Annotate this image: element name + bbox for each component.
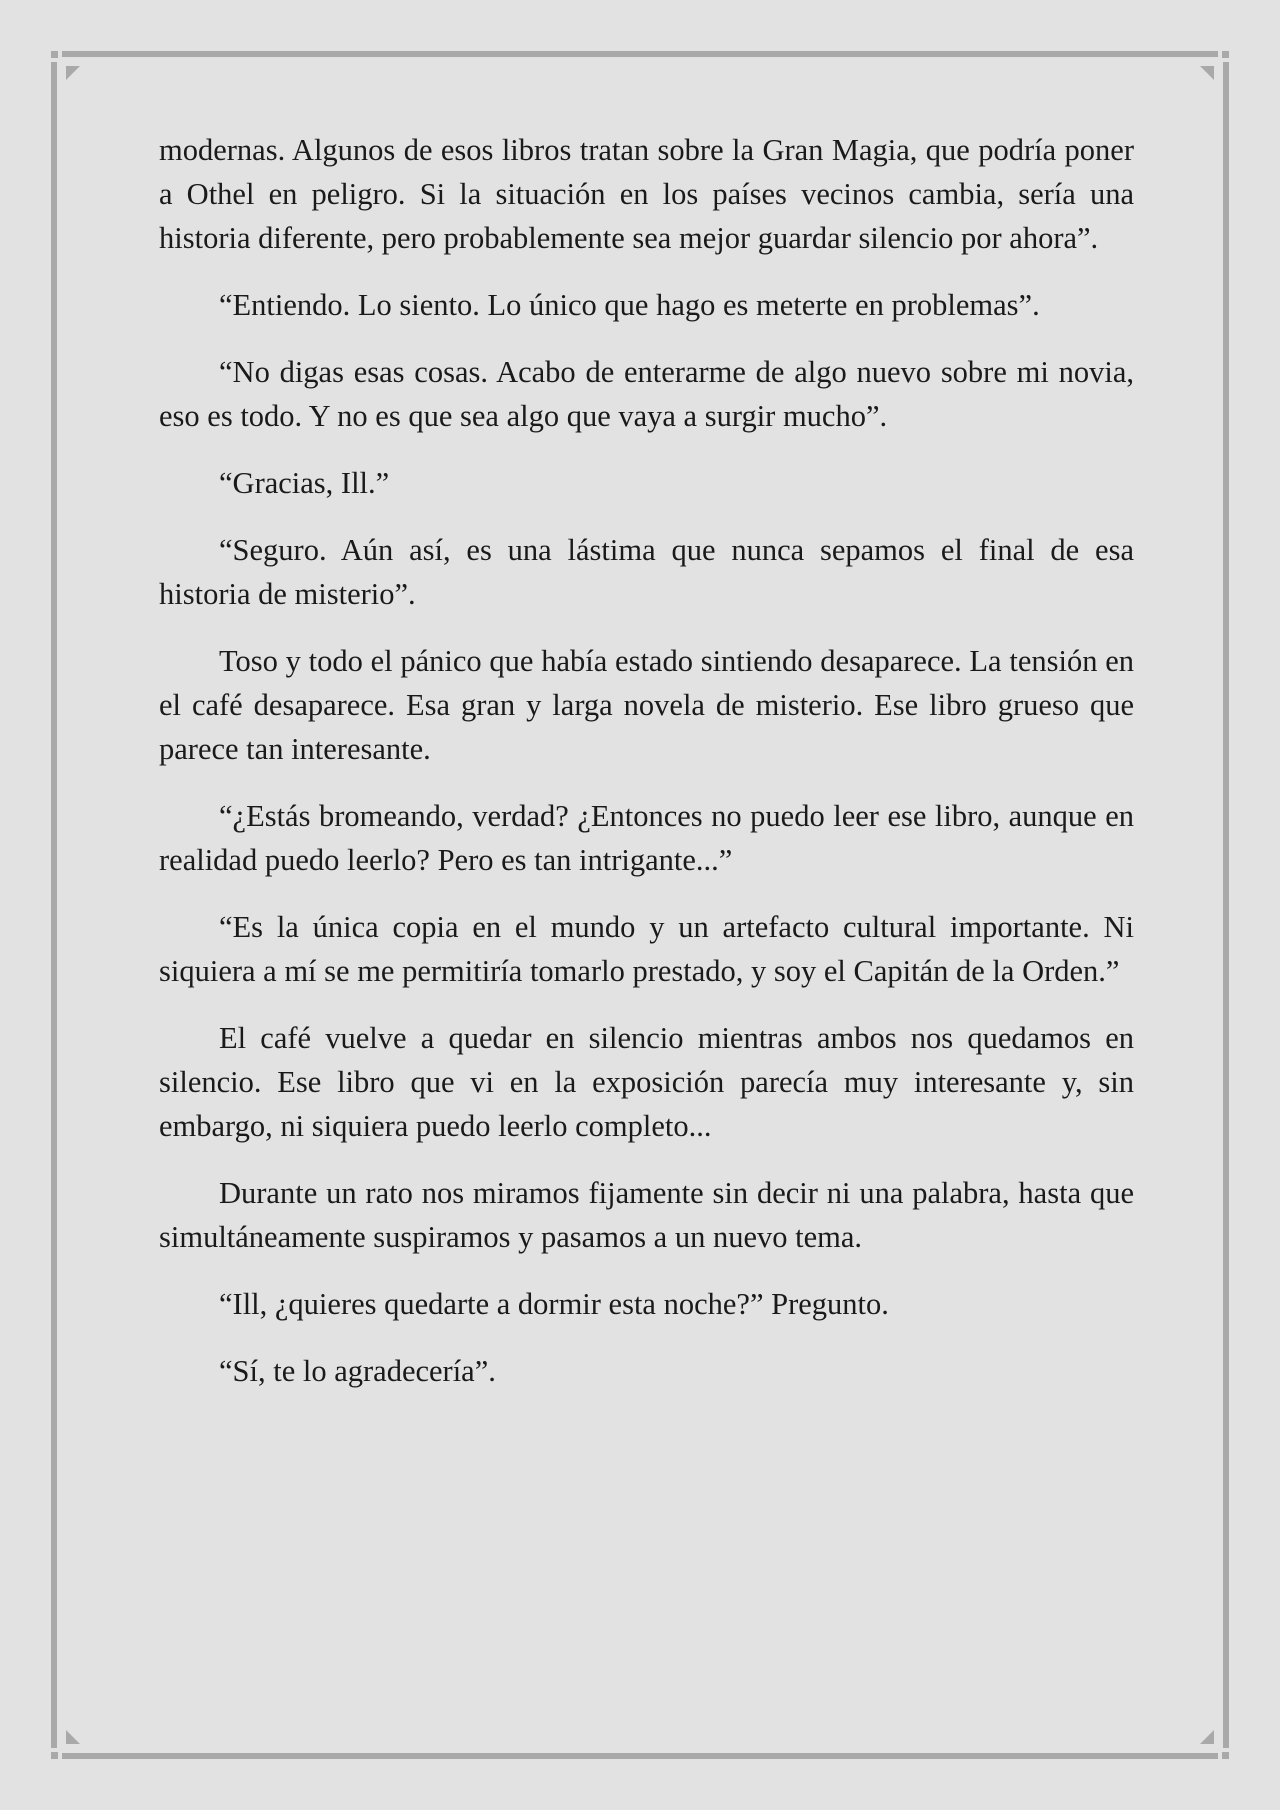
paragraph: Durante un rato nos miramos fijamente sin decir ni una palabra, hasta que simultáneamente suspiramos y pasamos a un nuevo tema. bbox=[159, 1176, 1134, 1254]
frame-corner-dot bbox=[1222, 1752, 1229, 1759]
paragraph: Toso y todo el pánico que había estado sintiendo desaparece. La tensión en el café desaparece. Esa gran y larga novela de misterio. Ese libro grueso que parece tan interesante. bbox=[159, 644, 1134, 766]
frame-corner-dot bbox=[51, 51, 58, 58]
paragraph: “Seguro. Aún así, es una lástima que nunca sepamos el final de esa historia de misterio”. bbox=[159, 533, 1134, 611]
frame-corner-dot bbox=[51, 1752, 58, 1759]
frame-border-right bbox=[1223, 62, 1229, 1748]
paragraph: modernas. Algunos de esos libros tratan sobre la Gran Magia, que podría poner a Othel en peligro. Si la situación en los países vecinos cambia, sería una historia diferente, pero probablemente sea mejor guardar silencio por ahora”. bbox=[159, 133, 1134, 255]
frame-corner-ornament-top-left bbox=[66, 66, 80, 80]
paragraph: “Es la única copia en el mundo y un artefacto cultural importante. Ni siquiera a mí se me permitiría tomarlo prestado, y soy el Capitán de la Orden.” bbox=[159, 910, 1134, 988]
paragraph: El café vuelve a quedar en silencio mientras ambos nos quedamos en silencio. Ese libro que vi en la exposición parecía muy interesante y, sin embargo, ni siquiera puedo leerlo completo... bbox=[159, 1021, 1134, 1143]
paragraph: “Ill, ¿quieres quedarte a dormir esta noche?” Pregunto. bbox=[219, 1287, 889, 1321]
paragraph: “¿Estás bromeando, verdad? ¿Entonces no puedo leer ese libro, aunque en realidad puedo leerlo? Pero es tan intrigante...” bbox=[159, 799, 1134, 877]
paragraph: “Gracias, Ill.” bbox=[219, 466, 390, 500]
frame-border-left bbox=[51, 62, 57, 1748]
paragraph: “No digas esas cosas. Acabo de enterarme de algo nuevo sobre mi novia, eso es todo. Y no es que sea algo que vaya a surgir mucho”. bbox=[159, 355, 1134, 433]
frame-border-bottom bbox=[62, 1753, 1218, 1759]
frame-border-top bbox=[62, 51, 1218, 57]
frame-corner-ornament-bottom-left bbox=[66, 1730, 80, 1744]
frame-corner-ornament-bottom-right bbox=[1200, 1730, 1214, 1744]
page-text bbox=[159, 128, 1134, 1416]
paragraph: “Entiendo. Lo siento. Lo único que hago es meterte en problemas”. bbox=[219, 288, 1040, 322]
paragraph: “Sí, te lo agradecería”. bbox=[219, 1354, 496, 1388]
frame-corner-ornament-top-right bbox=[1200, 66, 1214, 80]
frame-corner-dot bbox=[1222, 51, 1229, 58]
